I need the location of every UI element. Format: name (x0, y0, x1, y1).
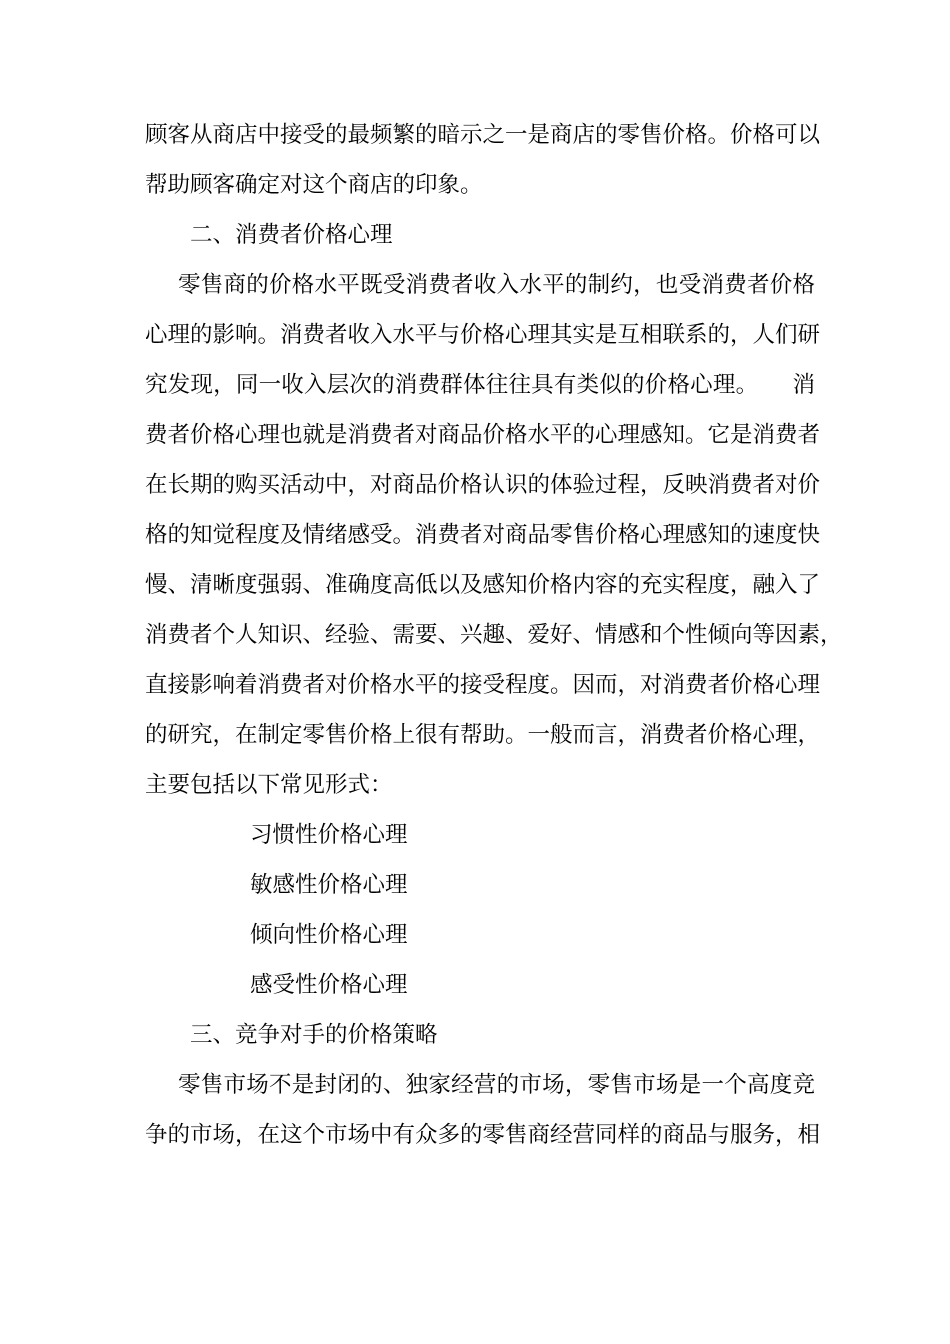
paragraph-line: 零售商的价格水平既受消费者收入水平的制约，也受消费者价格 (178, 272, 815, 298)
paragraph-line: 消费者个人知识、经验、需要、兴趣、爱好、情感和个性倾向等因素， (145, 622, 843, 648)
paragraph-line: 顾客从商店中接受的最频繁的暗示之一是商店的零售价格。价格可以 (145, 122, 821, 148)
paragraph-line: 直接影响着消费者对价格水平的接受程度。因而，对消费者价格心理 (145, 672, 821, 698)
paragraph-line: 帮助顾客确定对这个商店的印象。 (145, 172, 483, 198)
paragraph-line: 零售市场不是封闭的、独家经营的市场，零售市场是一个高度竞 (178, 1072, 815, 1098)
list-item: 倾向性价格心理 (250, 922, 408, 948)
paragraph-line: 心理的影响。消费者收入水平与价格心理其实是互相联系的，人们研 (145, 322, 821, 348)
paragraph-line: 慢、清晰度强弱、准确度高低以及感知价格内容的充实程度，融入了 (145, 572, 821, 598)
list-item: 感受性价格心理 (250, 972, 408, 998)
paragraph-line: 究发现，同一收入层次的消费群体往往具有类似的价格心理。 消 (145, 372, 815, 398)
paragraph-line: 主要包括以下常见形式： (145, 772, 393, 798)
paragraph-line: 争的市场，在这个市场中有众多的零售商经营同样的商品与服务，相 (145, 1122, 821, 1148)
paragraph-line: 在长期的购买活动中，对商品价格认识的体验过程，反映消费者对价 (145, 472, 821, 498)
paragraph-line: 的研究，在制定零售价格上很有帮助。一般而言，消费者价格心理， (145, 722, 821, 748)
section-heading: 二、消费者价格心理 (190, 222, 393, 248)
paragraph-line: 格的知觉程度及情绪感受。消费者对商品零售价格心理感知的速度快 (145, 522, 821, 548)
list-item: 习惯性价格心理 (250, 822, 408, 848)
list-item: 敏感性价格心理 (250, 872, 408, 898)
paragraph-line: 费者价格心理也就是消费者对商品价格水平的心理感知。它是消费者 (145, 422, 821, 448)
section-heading: 三、竞争对手的价格策略 (190, 1022, 438, 1048)
